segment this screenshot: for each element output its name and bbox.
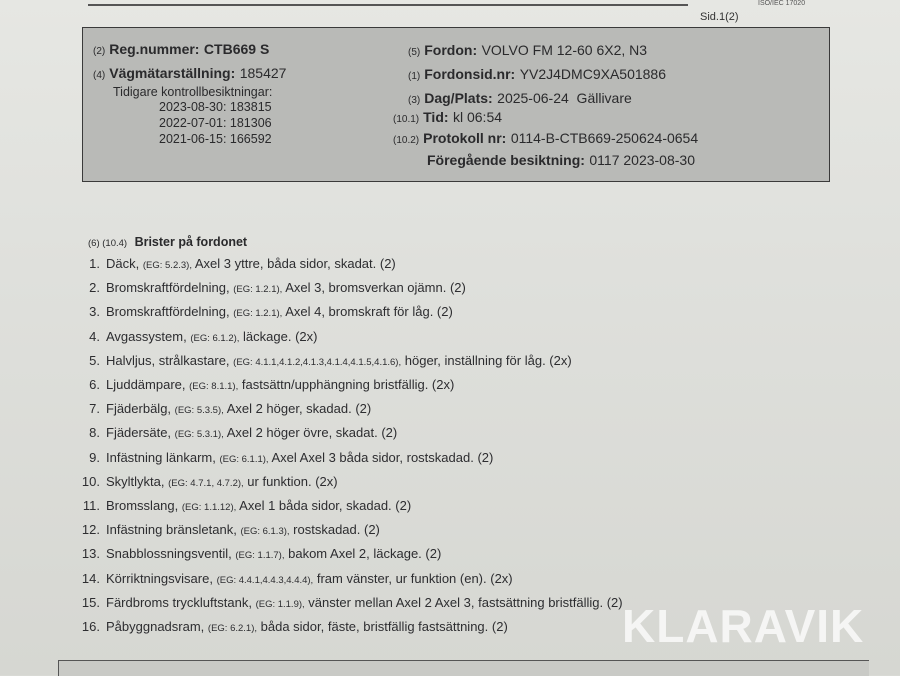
defect-number: 9. xyxy=(89,449,100,465)
odometer-row: (4) Vägmätarställning: 185427 xyxy=(93,65,287,81)
defect-number: 14. xyxy=(81,570,100,586)
defect-item xyxy=(80,450,493,474)
defect-eg-code: (EG: 1.1.9), xyxy=(255,598,305,610)
defect-item xyxy=(80,498,411,522)
defect-eg-code: (EG: 6.1.1), xyxy=(219,453,269,465)
defect-number: 8. xyxy=(89,425,100,441)
defect-description: vänster mellan Axel 2 Axel 3, fastsättning bristfällig. (2) xyxy=(308,594,623,610)
vehicle-row: (5) Fordon: VOLVO FM 12-60 6X2, N3 xyxy=(408,42,648,58)
defect-eg-code: (EG: 4.7.1, 4.7.2), xyxy=(168,477,244,489)
defect-item xyxy=(80,595,623,619)
defect-component: Fjädersäte, xyxy=(106,425,172,441)
history-entry: 2022-07-01: 181306 xyxy=(159,116,272,130)
watermark-text: KLARAVIK xyxy=(622,600,865,650)
vehicle-label: Fordon: xyxy=(424,42,478,58)
defect-eg-code: (EG: 5.2.3), xyxy=(142,260,192,271)
top-rule xyxy=(88,4,688,6)
defect-component: Skyltlykta, xyxy=(106,473,165,489)
defect-item xyxy=(80,353,572,377)
odometer-label: Vägmätarställning: xyxy=(109,65,236,81)
defect-number: 7. xyxy=(89,401,100,417)
defect-number: 6. xyxy=(89,377,100,392)
defect-item xyxy=(80,377,454,401)
reg-number-row: (2) Reg.nummer: CTB669 S xyxy=(93,41,270,57)
protocol-label: Protokoll nr: xyxy=(423,130,507,146)
defect-component: Ljuddämpare, xyxy=(106,377,186,392)
defect-number: 2. xyxy=(89,280,100,296)
date-place-row: (3) Dag/Plats: 2025-06-24 Gällivare xyxy=(408,90,632,106)
defect-description: Axel 3 yttre, båda sidor, skadat. (2) xyxy=(194,256,396,271)
defect-description: läckage. (2x) xyxy=(243,328,318,344)
defect-component: Infästning bränsletank, xyxy=(106,522,237,538)
defect-number: 5. xyxy=(89,352,100,368)
defect-component: Bromskraftfördelning, xyxy=(106,280,230,296)
defect-item xyxy=(80,474,338,498)
time-label: Tid: xyxy=(423,109,449,125)
defect-description: Axel 2 höger övre, skadat. (2) xyxy=(226,425,398,441)
history-entry: 2021-06-15: 166592 xyxy=(159,132,272,146)
date-place-label: Dag/Plats: xyxy=(424,90,493,106)
klaravik-watermark xyxy=(622,600,882,650)
defect-component: Färdbroms tryckluftstank, xyxy=(106,594,252,610)
defect-eg-code: (EG: 1.2.1), xyxy=(233,308,283,320)
defect-number: 15. xyxy=(81,594,100,610)
vin-label: Fordonsid.nr: xyxy=(424,66,516,82)
defects-section-heading: (6) (10.4) Brister på fordonet xyxy=(88,235,248,249)
defect-eg-code: (EG: 4.4.1,4.4.3,4.4.4), xyxy=(216,574,314,586)
defect-number: 1. xyxy=(89,256,100,271)
defect-description: bakom Axel 2, läckage. (2) xyxy=(288,546,442,562)
defect-number: 4. xyxy=(89,328,100,344)
previous-inspection-row xyxy=(427,152,695,170)
defect-item xyxy=(80,329,317,353)
defects-section-title: Brister på fordonet xyxy=(134,235,248,249)
defect-description: ur funktion. (2x) xyxy=(247,473,338,489)
defect-eg-code: (EG: 6.1.3), xyxy=(240,526,290,538)
previous-inspection-value: 0117 2023-08-30 xyxy=(589,152,695,168)
defect-eg-code: (EG: 1.2.1), xyxy=(233,284,283,296)
defect-number: 12. xyxy=(81,522,100,538)
vehicle-value: VOLVO FM 12-60 6X2, N3 xyxy=(481,42,648,58)
defect-eg-code: (EG: 6.1.2), xyxy=(190,332,240,344)
defect-description: Axel 2 höger, skadad. (2) xyxy=(226,401,372,417)
defect-item xyxy=(80,304,453,328)
defect-eg-code: (EG: 1.1.12), xyxy=(181,502,237,513)
defect-item xyxy=(80,522,380,546)
defect-component: Påbyggnadsram, xyxy=(106,619,205,634)
defect-eg-code: (EG: 8.1.1), xyxy=(189,381,239,392)
protocol-value: 0114-B-CTB669-250624-0654 xyxy=(510,130,699,146)
vin-value: YV2J4DMC9XA501886 xyxy=(519,66,666,82)
defect-number: 3. xyxy=(89,304,100,320)
vehicle-info-box xyxy=(82,27,830,182)
defect-item xyxy=(80,401,371,425)
defect-item xyxy=(80,571,513,595)
defect-description: fram vänster, ur funktion (en). (2x) xyxy=(316,570,513,586)
defect-item xyxy=(80,425,397,449)
history-title: Tidigare kontrollbesiktningar: xyxy=(113,85,273,99)
defect-item xyxy=(80,256,396,280)
defect-description: båda sidor, fäste, bristfällig fastsättning. (2) xyxy=(260,619,508,634)
defect-eg-code: (EG: 5.3.5), xyxy=(174,405,224,417)
reg-number-value: CTB669 S xyxy=(203,41,270,57)
defect-eg-code: (EG: 1.1.7), xyxy=(235,550,285,562)
defect-component: Körriktningsvisare, xyxy=(106,570,213,586)
defect-component: Bromsslang, xyxy=(106,498,179,513)
protocol-row: (10.2) Protokoll nr: 0114-B-CTB669-250624-0654 xyxy=(393,130,699,146)
defect-item xyxy=(80,280,466,304)
defect-component: Snabblossningsventil, xyxy=(106,546,232,562)
defect-description: Axel 3, bromsverkan ojämn. (2) xyxy=(285,280,466,296)
previous-inspection-label: Föregående besiktning: xyxy=(427,152,585,168)
time-row: (10.1) Tid: kl 06:54 xyxy=(393,109,503,125)
defect-component: Bromskraftfördelning, xyxy=(106,304,230,320)
defect-item xyxy=(80,619,508,643)
defect-eg-code: (EG: 6.2.1), xyxy=(207,623,258,634)
reg-number-label: Reg.nummer: xyxy=(109,41,200,57)
history-entry: 2023-08-30: 183815 xyxy=(159,100,272,114)
defect-number: 11. xyxy=(82,498,100,513)
iso-tag: ISO/IEC 17020 xyxy=(758,0,806,7)
time-value: kl 06:54 xyxy=(452,109,503,125)
defect-component: Avgassystem, xyxy=(106,328,187,344)
date-place-value: 2025-06-24 Gällivare xyxy=(497,90,632,106)
bottom-box-edge xyxy=(58,660,869,676)
defect-description: fastsättn/upphängning bristfällig. (2x) xyxy=(241,377,455,392)
defect-component: Däck, xyxy=(106,256,140,271)
defect-description: rostskadad. (2) xyxy=(293,522,380,538)
defect-component: Halvljus, strålkastare, xyxy=(106,352,230,368)
odometer-value: 185427 xyxy=(239,65,287,81)
defect-component: Infästning länkarm, xyxy=(106,449,216,465)
defect-number: 10. xyxy=(81,473,100,489)
defect-item xyxy=(80,546,441,570)
defect-number: 16. xyxy=(81,619,100,634)
page-number: Sid.1(2) xyxy=(700,11,739,23)
vin-row: (1) Fordonsid.nr: YV2J4DMC9XA501886 xyxy=(408,66,666,82)
defect-description: Axel Axel 3 båda sidor, rostskadad. (2) xyxy=(271,449,494,465)
defect-eg-code: (EG: 4.1.1,4.1.2,4.1.3,4.1.4,4.1.5,4.1.6), xyxy=(233,356,402,368)
defect-description: Axel 4, bromskraft för låg. (2) xyxy=(285,304,453,320)
defect-component: Fjäderbälg, xyxy=(106,401,172,417)
defect-description: höger, inställning för låg. (2x) xyxy=(404,352,572,368)
defect-number: 13. xyxy=(81,546,100,562)
defect-description: Axel 1 båda sidor, skadad. (2) xyxy=(239,498,412,513)
defect-eg-code: (EG: 5.3.1), xyxy=(174,429,224,441)
